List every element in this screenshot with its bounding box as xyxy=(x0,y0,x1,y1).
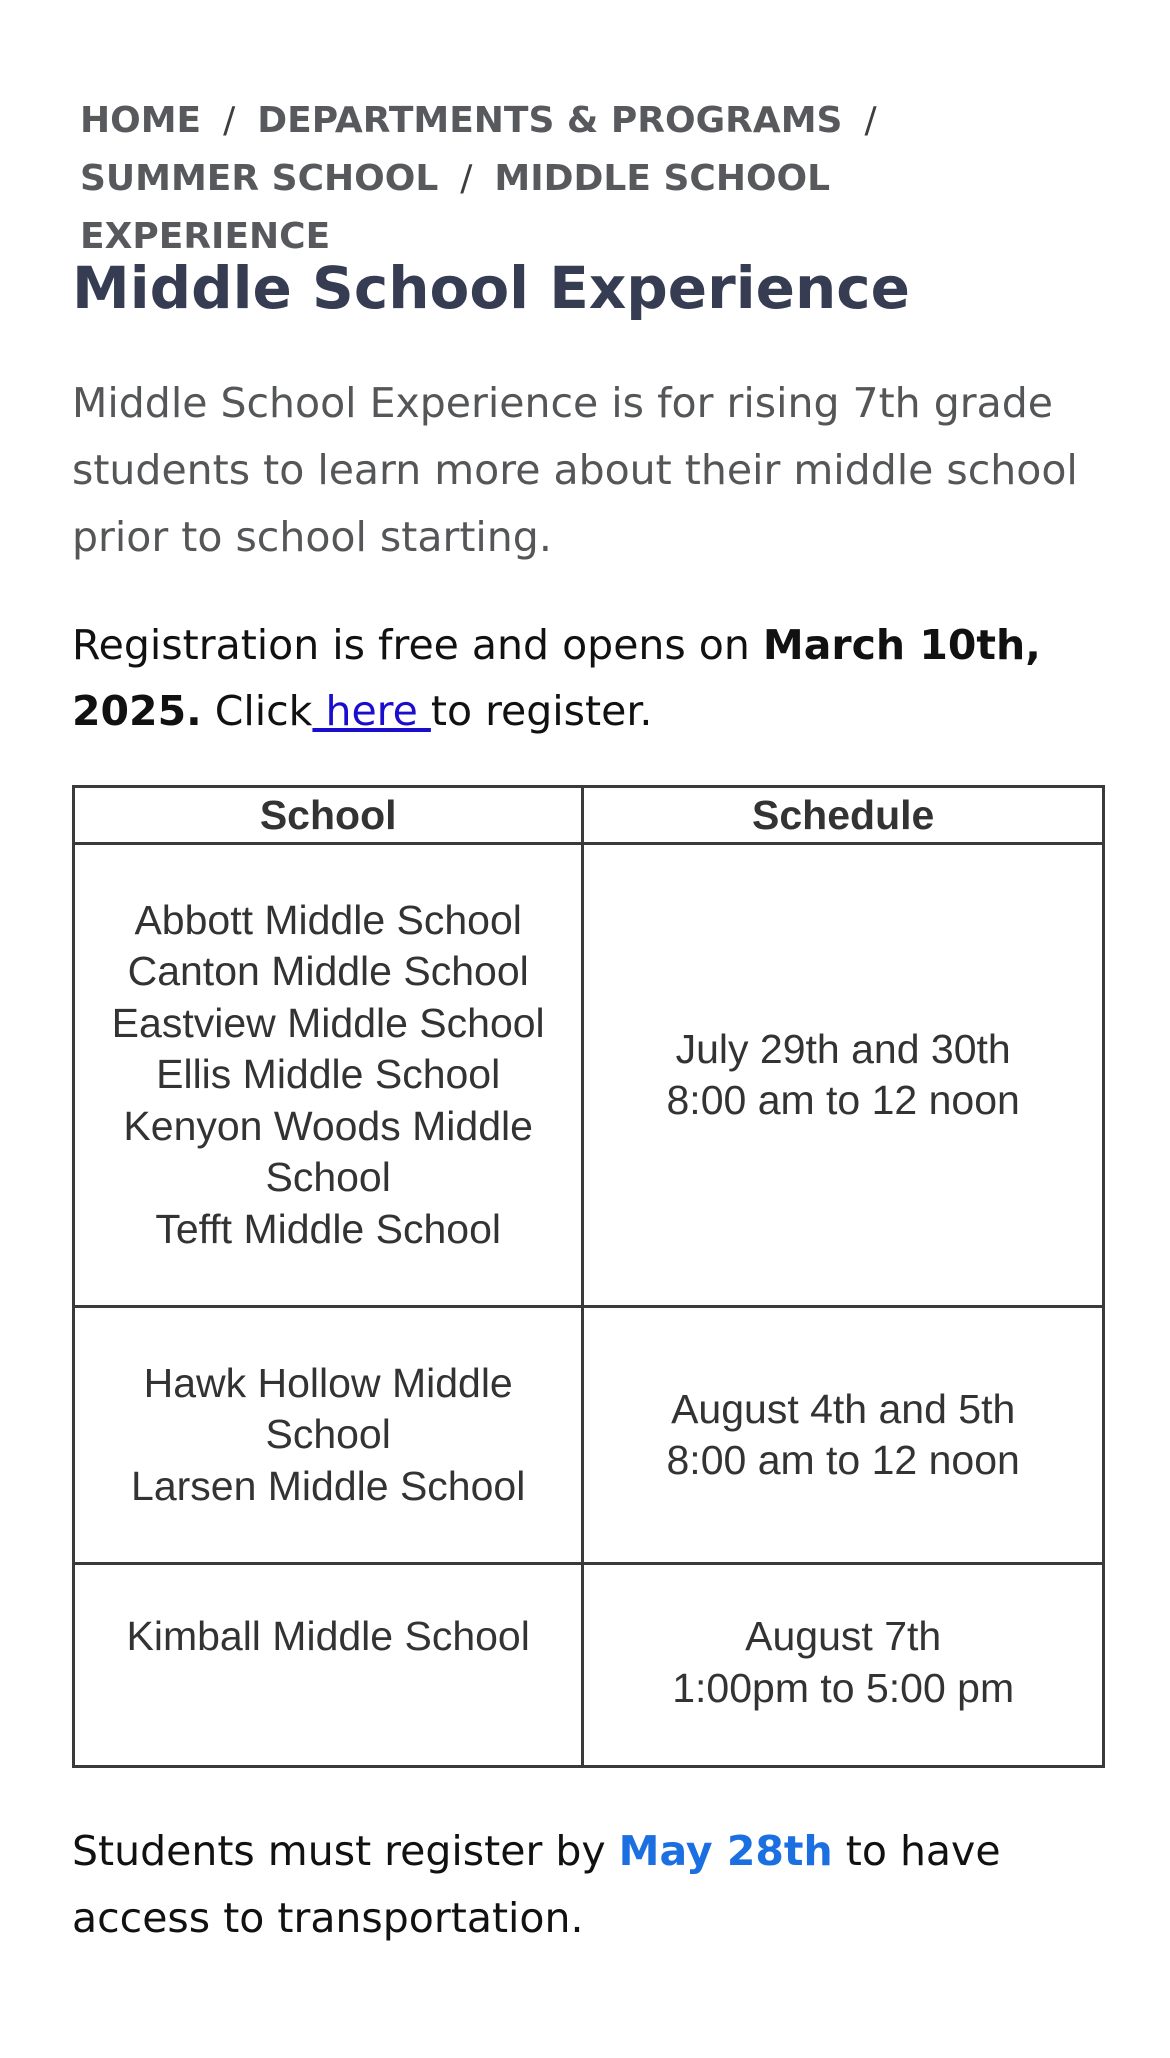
schedule-time: 8:00 am to 12 noon xyxy=(666,1077,1020,1123)
school-name: Ellis Middle School xyxy=(156,1051,501,1098)
page-title: Middle School Experience xyxy=(72,254,910,322)
registration-paragraph xyxy=(72,612,1112,744)
schedule-cell xyxy=(583,1307,1104,1564)
school-name: Canton Middle School xyxy=(127,948,529,995)
schedule-table xyxy=(72,785,1105,1768)
school-name: Tefft Middle School xyxy=(155,1205,501,1252)
breadcrumb-departments-programs[interactable]: DEPARTMENTS & PROGRAMS xyxy=(257,100,843,141)
header-schedule: Schedule xyxy=(583,787,1104,844)
breadcrumb-separator: / xyxy=(460,158,473,199)
registration-prefix: Registration is free and opens on xyxy=(72,621,763,669)
schedule-time: 8:00 am to 12 noon xyxy=(666,1437,1020,1483)
breadcrumb xyxy=(80,92,1080,266)
breadcrumb-separator: / xyxy=(864,100,877,141)
school-name: Kimball Middle School xyxy=(126,1613,530,1659)
register-here-link[interactable]: here xyxy=(312,687,431,735)
header-school: School xyxy=(74,787,583,844)
breadcrumb-summer-school[interactable]: SUMMER SCHOOL xyxy=(80,158,439,199)
school-name: Larsen Middle School xyxy=(131,1462,526,1509)
breadcrumb-current-page: MIDDLE SCHOOL EXPERIENCE xyxy=(80,158,831,257)
schedule-cell xyxy=(583,1564,1104,1767)
registration-date: March 10th, 2025. xyxy=(72,621,1041,735)
school-name: Eastview Middle School xyxy=(111,999,545,1046)
registration-suffix: to register. xyxy=(430,687,653,735)
schedule-dates: August 7th xyxy=(745,1613,942,1659)
schedule-dates: July 29th and 30th xyxy=(675,1025,1011,1072)
table-row xyxy=(74,844,1104,1307)
schedule-dates: August 4th and 5th xyxy=(671,1385,1016,1432)
breadcrumb-separator: / xyxy=(223,100,236,141)
school-cell xyxy=(74,1564,583,1767)
school-name: Abbott Middle School xyxy=(134,896,522,943)
school-cell xyxy=(74,1307,583,1564)
table-row xyxy=(74,1564,1104,1767)
transportation-note-prefix: Students must register by xyxy=(72,1827,619,1875)
table-row xyxy=(74,1307,1104,1564)
school-name: Hawk Hollow Middle School xyxy=(143,1359,513,1458)
registration-deadline: May 28th xyxy=(618,1827,833,1875)
school-name: Kenyon Woods Middle School xyxy=(123,1102,533,1201)
table-header-row xyxy=(74,787,1104,844)
breadcrumb-home[interactable]: HOME xyxy=(80,100,202,141)
transportation-note xyxy=(72,1818,1112,1952)
school-cell xyxy=(74,844,583,1307)
schedule-time: 1:00pm to 5:00 pm xyxy=(672,1664,1015,1711)
transportation-note-suffix: to have access to transportation. xyxy=(72,1827,1001,1942)
intro-paragraph: Middle School Experience is for rising 7th grade students to learn more about their middle school prior to school starting. xyxy=(72,379,1078,561)
registration-click-text: Click xyxy=(201,687,313,735)
schedule-cell xyxy=(583,844,1104,1307)
